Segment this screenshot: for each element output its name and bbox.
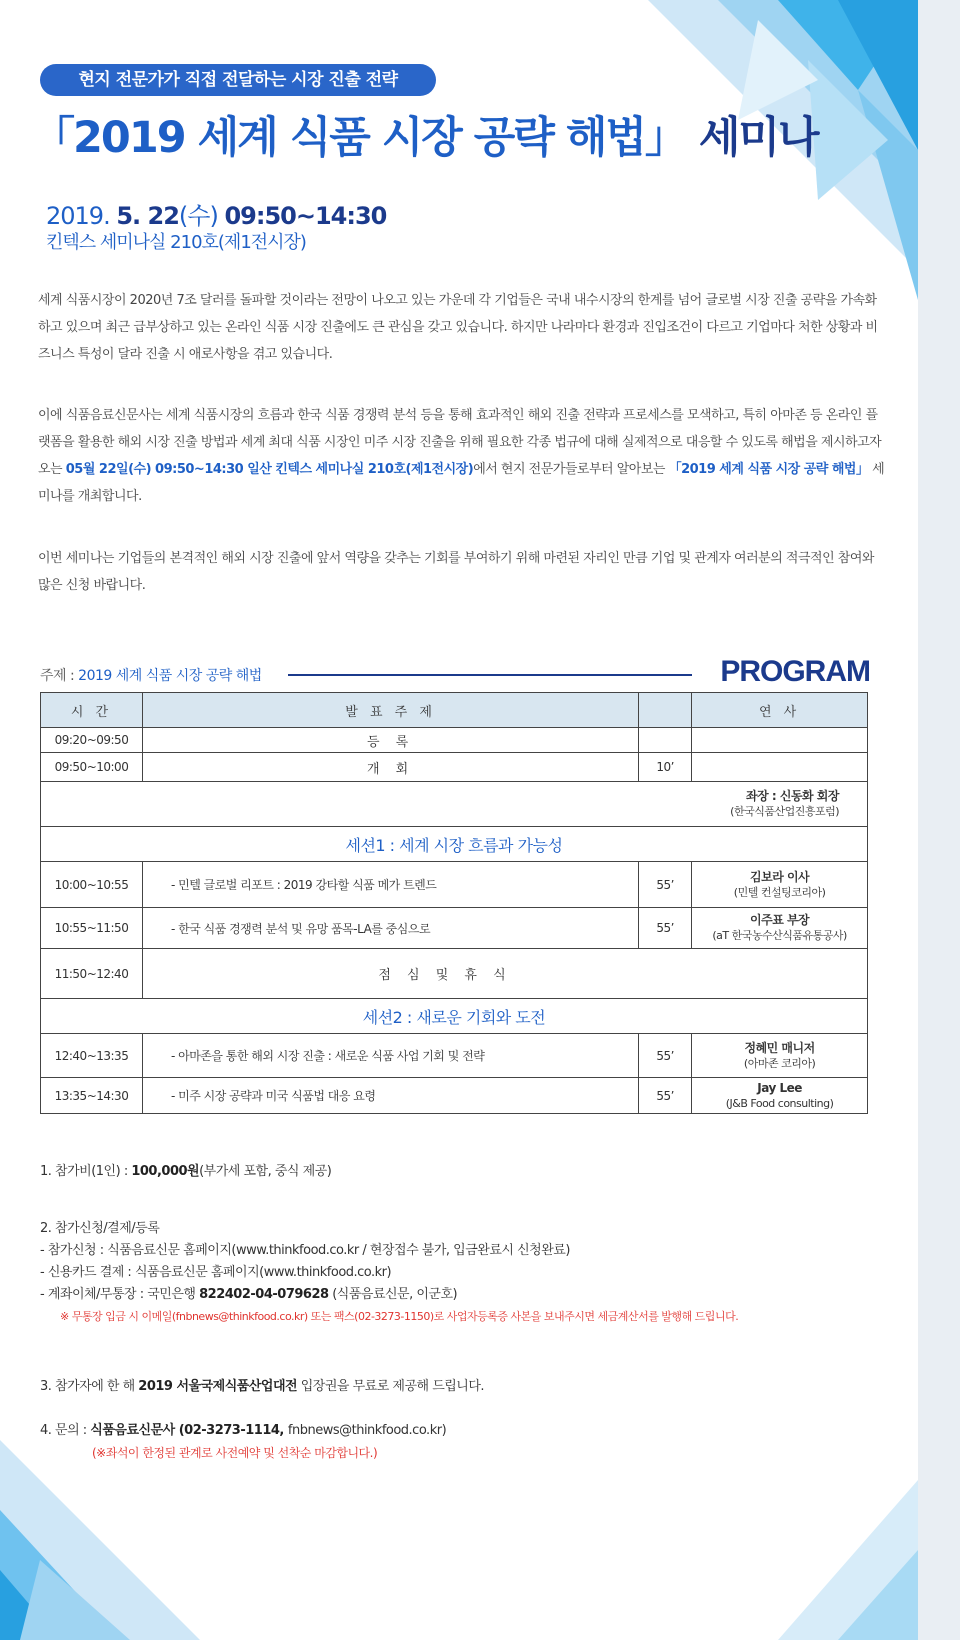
session-row: [41, 999, 868, 1034]
info-fee: [40, 1161, 331, 1183]
speaker-org: (민텔 컨설팅코리아): [733, 885, 826, 899]
topic-divider: [288, 674, 692, 676]
ticket-event: 2019 서울국제식품산업대전: [138, 1379, 298, 1394]
row-speaker: [692, 1078, 868, 1114]
page-title: [32, 104, 818, 165]
row-topic: 등 록: [142, 728, 638, 753]
contact-email: fnbnews@thinkfood.co.kr): [287, 1423, 447, 1438]
col-time: 시 간: [41, 693, 143, 728]
chair-name: 좌장 : 신동화 회장: [746, 789, 839, 803]
row-speaker: [692, 908, 868, 949]
fee-value: 100,000원: [131, 1164, 200, 1179]
row-topic: - 미주 시장 공략과 미국 식품법 대응 요령: [142, 1078, 638, 1114]
date-time: 09:50~14:30: [224, 202, 387, 230]
date-weekday: (수): [178, 202, 225, 230]
registration-item-3: [40, 1284, 738, 1306]
table-row: [41, 728, 868, 753]
intro-paragraph-3: 이번 세미나는 기업들의 본격적인 해외 시장 진출에 앞서 역량을 갖추는 기회를 부여하기 위해 마련된 자리인 만큼 기업 및 관계자 여러분의 적극적인 참여와 많은 신청 바랍니다.: [38, 551, 874, 593]
speaker-name: Jay Lee: [757, 1080, 802, 1095]
chair-cell: [41, 782, 868, 827]
session-1-title: 세션1 : 세계 시장 흐름과 가능성: [41, 827, 868, 862]
info-contact: [40, 1420, 446, 1464]
bank-holder: (식품음료신문, 이군호): [328, 1287, 458, 1302]
registration-item-2: - 신용카드 결제 : 식품음료신문 홈페이지(www.thinkfood.co.kr): [40, 1265, 392, 1280]
row-duration: [639, 728, 692, 753]
chair-row: [41, 782, 868, 827]
row-time: 11:50~12:40: [41, 949, 143, 999]
lunch-row: [41, 949, 868, 999]
chair-org: (한국식품산업진흥포럼): [730, 805, 839, 818]
col-duration: [639, 693, 692, 728]
row-duration: 55’: [639, 908, 692, 949]
fee-note: (부가세 포함, 중식 제공): [199, 1164, 332, 1179]
row-topic: - 민텔 글로벌 리포트 : 2019 강타할 식품 메가 트렌드: [142, 862, 638, 908]
row-speaker: [692, 1034, 868, 1078]
lunch-label: 점 심 및 휴 식: [142, 949, 867, 999]
table-header-row: [41, 693, 868, 728]
table-row: [41, 908, 868, 949]
row-topic: - 아마존을 통한 해외 시장 진출 : 새로운 식품 사업 기회 및 전략: [142, 1034, 638, 1078]
row-time: 09:20~09:50: [41, 728, 143, 753]
ticket-text-c: 입장권을 무료로 제공해 드립니다.: [297, 1379, 485, 1394]
session-row: [41, 827, 868, 862]
table-row: [41, 1034, 868, 1078]
row-speaker: [692, 728, 868, 753]
row-duration: 55’: [639, 1078, 692, 1114]
row-speaker: [692, 753, 868, 782]
date-day: 5. 22: [116, 202, 179, 230]
col-speaker: 연 사: [692, 693, 868, 728]
info-registration: [40, 1218, 738, 1328]
contact-label: 4. 문의 :: [40, 1423, 91, 1438]
ticket-text-a: 3. 참가자에 한 해: [40, 1379, 139, 1394]
contact-note: (※좌석이 한정된 관계로 사전예약 및 선착순 마감합니다.): [92, 1446, 378, 1460]
topic-value: 2019 세계 식품 시장 공략 해법: [78, 668, 262, 684]
row-duration: 55’: [639, 1034, 692, 1078]
row-time: 12:40~13:35: [41, 1034, 143, 1078]
registration-title: 2. 참가신청/결제/등록: [40, 1221, 160, 1236]
speaker-org: (J&B Food consulting): [725, 1096, 834, 1110]
bank-label: - 계좌이체/무통장 : 국민은행: [40, 1287, 200, 1302]
row-topic: - 한국 식품 경쟁력 분석 및 유망 품목-LA를 중심으로: [142, 908, 638, 949]
table-row: [41, 862, 868, 908]
row-duration: 10’: [639, 753, 692, 782]
speaker-name: 이주표 부장: [750, 913, 810, 927]
speaker-org: (aT 한국농수산식품유통공사): [712, 929, 847, 942]
title-main: 「2019 세계 식품 시장 공략 해법」: [32, 113, 686, 163]
p2-text-a: 이에 식품음료신문사는 세계 식품시장의 흐름과 한국 식품 경쟁력 분석 등을 통해 효과적인 해외 진출 전략과 프로세스를 모색하고, 특히 아마존 등 온라인 플랫폼을 활용한 해외 시장 진출 방법과 세계 최대 식품 시장인 미주 시장 진출을 위해 필요한 각종 법규에 대해 실제적으로 대응할 수 있도록 해법을 제시하고자 오는: [38, 408, 882, 477]
row-time: 10:00~10:55: [41, 862, 143, 908]
p2-highlight-title: 「2019 세계 식품 시장 공략 해법」: [668, 462, 869, 477]
program-topic: [40, 665, 262, 685]
p2-text-b: 에서 현지 전문가들로부터 알아보는: [473, 462, 669, 477]
event-date: [46, 196, 386, 231]
intro-paragraph-1: 세계 식품시장이 2020년 7조 달러를 돌파할 것이라는 전망이 나오고 있는 가운데 각 기업들은 국내 내수시장의 한계를 넘어 글로벌 시장 진출 공략을 가속화하고 있으며 최근 급부상하고 있는 온라인 식품 시장 진출에도 큰 관심을 갖고 있습니다. 하지만 나라마다 환경과 진입조건이 다르고 기업마다 처한 상황과 비즈니스 특성이 달라 진출 시 애로사항을 겪고 있습니다.: [38, 293, 878, 362]
intro-paragraph-2: [38, 402, 888, 510]
topic-prefix: 주제 :: [40, 668, 79, 684]
speaker-org: (아마존 코리아): [743, 1056, 816, 1070]
row-time: 09:50~10:00: [41, 753, 143, 782]
row-time: 10:55~11:50: [41, 908, 143, 949]
session-2-title: 세션2 : 새로운 기회와 도전: [41, 999, 868, 1034]
program-topic-row: [40, 655, 870, 687]
registration-note: ※ 무통장 입금 시 이메일(fnbnews@thinkfood.co.kr) 또는 팩스(02-3273-1150)로 사업자등록증 사본을 보내주시면 세금계산서를 발행해 드립니다.: [60, 1310, 739, 1323]
program-table: [40, 692, 868, 1114]
info-ticket: [40, 1376, 484, 1398]
row-duration: 55’: [639, 862, 692, 908]
fee-label: 1. 참가비(1인) :: [40, 1164, 132, 1179]
date-year: 2019.: [46, 202, 117, 230]
title-tail: 세미나: [685, 113, 818, 163]
program-heading: PROGRAM: [720, 655, 870, 688]
registration-item-1: - 참가신청 : 식품음료신문 홈페이지(www.thinkfood.co.kr / 현장접수 불가, 입금완료시 신청완료): [40, 1243, 570, 1258]
table-row: [41, 1078, 868, 1114]
col-topic: 발 표 주 제: [142, 693, 638, 728]
contact-value: 식품음료신문사 (02-3273-1114,: [90, 1423, 288, 1438]
speaker-name: 정혜민 매니저: [744, 1040, 815, 1055]
row-time: 13:35~14:30: [41, 1078, 143, 1114]
p2-highlight-schedule: 05월 22일(수) 09:50~14:30 일산 킨텍스 세미나실 210호(제1전시장): [65, 462, 474, 477]
speaker-name: 김보라 이사: [750, 869, 810, 884]
row-speaker: [692, 862, 868, 908]
event-venue: 킨텍스 세미나실 210호(제1전시장): [46, 232, 306, 253]
row-topic: 개 회: [142, 753, 638, 782]
p2-text-c: 세미나를 개최합니다.: [38, 462, 885, 504]
table-row: [41, 753, 868, 782]
bank-account: 822402-04-079628: [199, 1287, 329, 1302]
subtitle-pill: 현지 전문가가 직접 전달하는 시장 진출 전략: [40, 64, 436, 96]
